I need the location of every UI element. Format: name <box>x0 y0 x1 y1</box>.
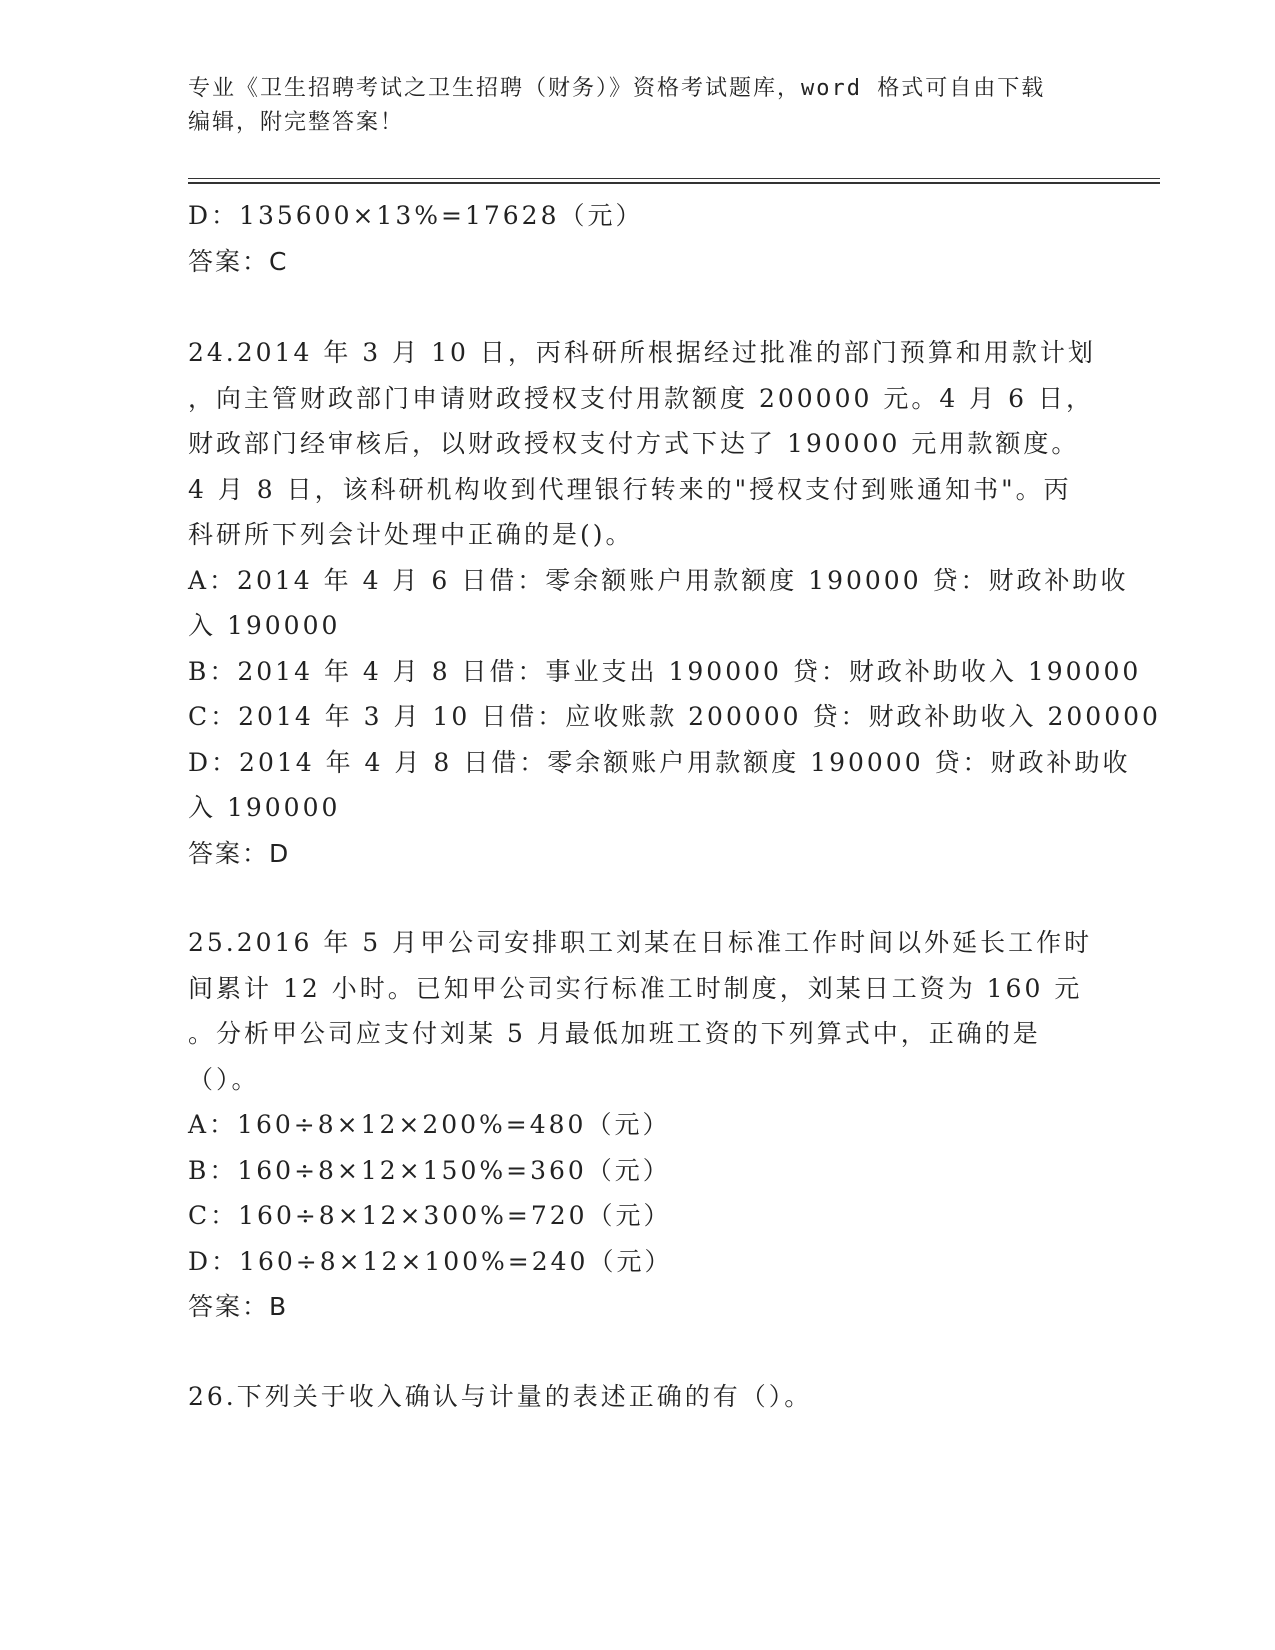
option-b: B：160÷8×12×150%=360（元） <box>188 1155 671 1185</box>
option-d: D：2014 年 4 月 8 日借：零余额账户用款额度 190000 贷：财政补助收 <box>188 747 1131 777</box>
option-c: C：2014 年 3 月 10 日借：应收账款 200000 贷：财政补助收入 200000 <box>188 702 1161 731</box>
option-a-continued: 入 190000 <box>188 611 341 640</box>
document-body <box>188 193 1161 1419</box>
question-text-line: 。分析甲公司应支付刘某 5 月最低加班工资的下列算式中，正确的是 <box>188 1019 1041 1048</box>
option-b: B：2014 年 4 月 8 日借：事业支出 190000 贷：财政补助收入 190000 <box>188 656 1142 686</box>
option-d-continued: 入 190000 <box>188 793 341 822</box>
question-text-line: 财政部门经审核后，以财政授权支付方式下达了 190000 元用款额度。 <box>188 429 1080 458</box>
question-text-line: 25.2016 年 5 月甲公司安排职工刘某在日标准工作时间以外延长工作时 <box>188 928 1093 957</box>
option-c: C：160÷8×12×300%=720（元） <box>188 1201 672 1230</box>
question-25 <box>188 920 1093 1330</box>
question-text-line: 间累计 12 小时。已知甲公司实行标准工时制度，刘某日工资为 160 元 <box>188 973 1083 1003</box>
option-a: A：2014 年 4 月 6 日借：零余额账户用款额度 190000 贷：财政补助收 <box>188 565 1129 595</box>
answer: 答案：B <box>188 1292 289 1321</box>
question-text-line: 24.2014 年 3 月 10 日，丙科研所根据经过批准的部门预算和用款计划 <box>188 338 1096 367</box>
header-line-1: 专业《卫生招聘考试之卫生招聘（财务）》资格考试题库，word 格式可自由下载 <box>188 76 1046 101</box>
option-a: A：160÷8×12×200%=480（元） <box>188 1110 671 1139</box>
question-text-line: 26.下列关于收入确认与计量的表述正确的有（）。 <box>188 1381 813 1411</box>
previous-question-tail <box>188 193 1088 284</box>
option-d: D：160÷8×12×100%=240（元） <box>188 1246 673 1276</box>
question-text-line: 4 月 8 日，该科研机构收到代理银行转来的"授权支付到账通知书"。丙 <box>188 474 1072 504</box>
header-divider-thick <box>188 182 1160 184</box>
header-line-2: 编辑，附完整答案！ <box>188 110 405 135</box>
question-text-line: （）。 <box>188 1064 260 1094</box>
question-26 <box>188 1374 1088 1420</box>
header-divider-thin <box>188 178 1160 179</box>
document-header <box>188 72 1088 140</box>
answer: 答案：C <box>188 246 289 276</box>
question-text-line: 科研所下列会计处理中正确的是()。 <box>188 520 634 549</box>
option-d: D：135600×13%=17628（元） <box>188 201 644 230</box>
question-24 <box>188 330 1161 876</box>
question-text-line: ，向主管财政部门申请财政授权支付用款额度 200000 元。4 月 6 日， <box>188 383 1094 413</box>
answer: 答案：D <box>188 838 291 868</box>
